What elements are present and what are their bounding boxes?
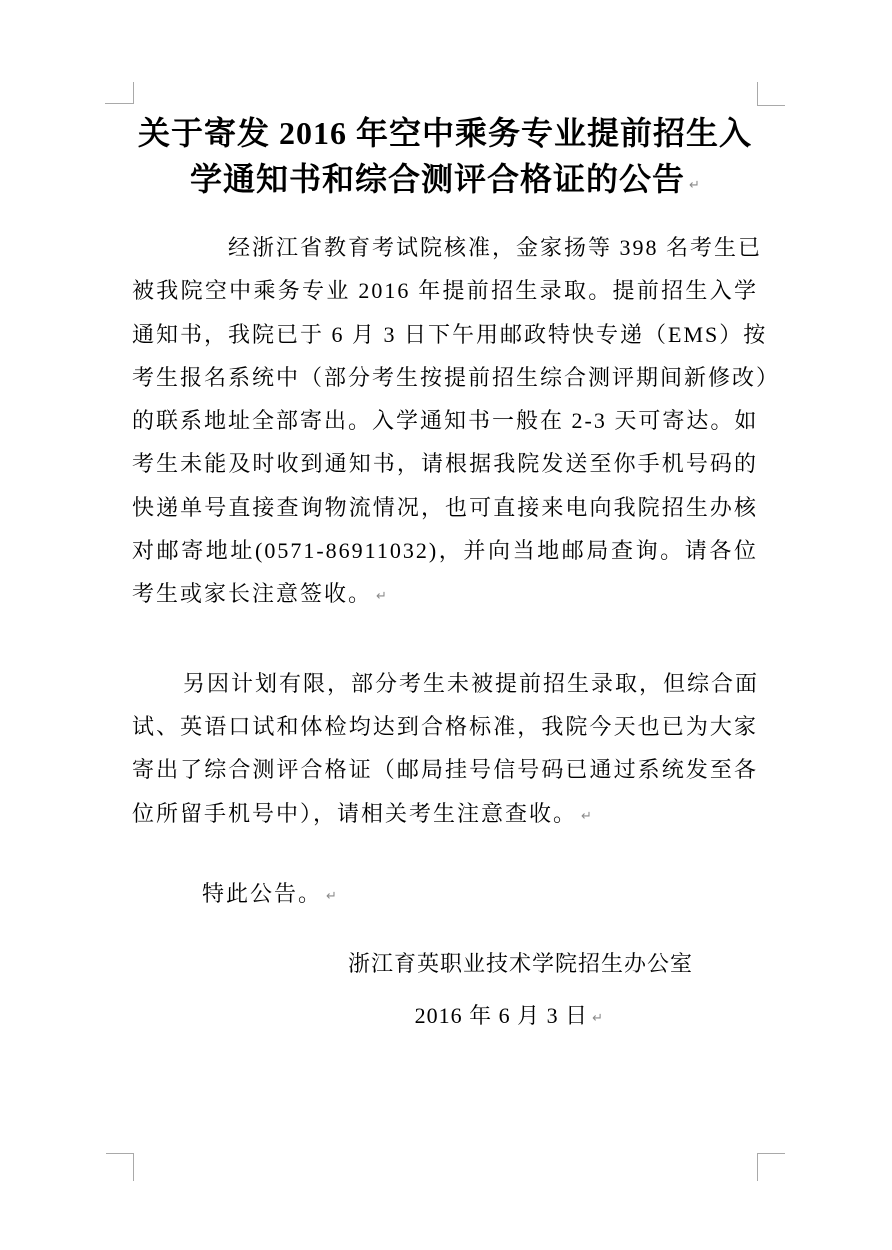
text-line-content: 通知书，我院已于 6 月 3 日下午用邮政特快专递（EMS）按	[132, 321, 768, 347]
text-line	[132, 705, 758, 748]
paragraph-1	[132, 226, 781, 616]
text-line-content: 的联系地址全部寄出。入学通知书一般在 2-3 天可寄达。如	[132, 408, 759, 434]
paragraph-mark-icon: ↵	[581, 808, 592, 824]
text-line-content: 位所留手机号中），请相关考生注意查收。	[132, 800, 578, 826]
text-line	[132, 572, 758, 615]
text-line	[132, 529, 758, 572]
text-boundary-mark-bottom-right	[757, 1153, 785, 1181]
paragraph-mark-icon: ↵	[592, 1011, 603, 1027]
title-text: 关于寄发 2016 年空中乘务专业提前招生入	[137, 115, 752, 151]
text-boundary-mark-top-right	[757, 82, 785, 106]
text-line-content: 另因计划有限，部分考生未被提前招生录取，但综合面	[183, 670, 760, 696]
text-boundary-mark-bottom-left	[106, 1153, 134, 1181]
closing-text: 特此公告。	[202, 880, 323, 906]
text-line	[132, 399, 758, 442]
text-line	[132, 356, 781, 399]
text-line	[132, 442, 758, 485]
paragraph-2	[132, 662, 758, 835]
text-line-content: 快递单号直接查询物流情况，也可直接来电向我院招生办核	[132, 494, 758, 520]
text-line	[132, 313, 768, 356]
text-line	[132, 748, 758, 791]
text-line-content: 被我院空中乘务专业 2016 年提前招生录取。提前招生入学	[132, 278, 758, 304]
paragraph-mark-icon: ↵	[376, 589, 387, 605]
closing-statement	[132, 872, 758, 915]
signature-text: 浙江育英职业技术学院招生办公室	[347, 951, 693, 977]
paragraph-mark-icon: ↵	[326, 888, 337, 904]
title-line-1	[132, 110, 758, 156]
title-text: 学通知书和综合测评合格证的公告	[190, 161, 686, 197]
text-line	[132, 486, 758, 529]
text-line-content: 考生未能及时收到通知书，请根据我院发送至你手机号码的	[132, 451, 758, 477]
text-boundary-mark-top-left	[105, 82, 134, 104]
paragraph-mark-icon: ↵	[689, 178, 700, 193]
text-line-content: 考生报名系统中（部分考生按提前招生综合测评期间新修改）	[132, 364, 781, 390]
document-body	[132, 226, 781, 1038]
text-line-content: 考生或家长注意签收。	[132, 581, 373, 607]
signature	[132, 942, 758, 985]
text-line	[132, 269, 758, 312]
text-line-content: 对邮寄地址(0571-86911032)，并向当地邮局查询。请各位	[132, 538, 758, 564]
text-line-content: 试、英语口试和体检均达到合格标准，我院今天也已为大家	[132, 713, 758, 739]
text-line	[132, 662, 758, 705]
text-line-content: 寄出了综合测评合格证（邮局挂号信号码已通过系统发至各	[132, 757, 758, 783]
document-date	[132, 994, 758, 1037]
date-text: 2016 年 6 月 3 日	[414, 1003, 589, 1029]
document-title	[132, 110, 758, 202]
text-line	[132, 792, 758, 835]
text-line-content: 经浙江省教育考试院核准，金家扬等 398 名考生已	[228, 235, 763, 260]
text-line	[132, 226, 763, 269]
title-line-2	[132, 156, 758, 202]
